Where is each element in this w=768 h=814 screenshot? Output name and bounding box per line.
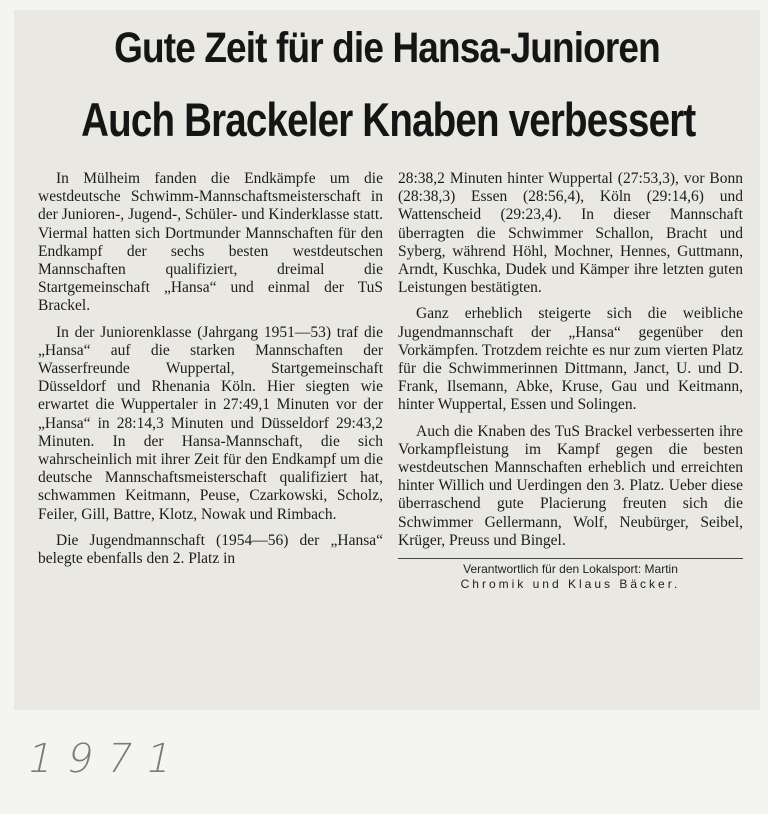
paragraph-jugend-continued: 28:38,2 Minuten hinter Wuppertal (27:53,3), vor Bonn (28:38,3) Essen (28:56,4), Köln (29:14,6) und Wattenscheid (29:23,4). In dieser Mannschaft überragten die Schwimmer Schallon, Bracht und Syberg, während Höhl, Mochner, Hennes, Guttmann, Arndt, Kuschka, Dudek und Kämper ihre letzten guten Leistungen bestätigten. — [398, 170, 743, 297]
paragraph-jugend: Die Jugendmannschaft (1954—56) der „Hansa“ belegte ebenfalls den 2. Platz in — [38, 531, 383, 568]
credit-line-1: Verantwortlich für den Lokalsport: Martin — [463, 562, 678, 577]
credit-line-2: Chromik und Klaus Bäcker. — [460, 577, 681, 592]
newspaper-clipping — [14, 10, 760, 710]
paragraph-junioren: In der Juniorenklasse (Jahrgang 1951—53) traf die „Hansa“ auf die starken Mannschaften der Wasserfreunde Wuppertal, Startgemeinschaft Düsseldorf und Rhenania Köln. Hier siegten wie erwartet die Wuppertaler in 27:49,1 Minuten vor der „Hansa“ in 28:14,3 Minuten und Düsseldorf 29:43,2 Minuten. In der Hansa-Mannschaft, die sich wahrscheinlich mit ihrer Zeit für den Endkampf um die deutsche Mannschaftsmeisterschaft qualifiziert hat, schwammen Keitmann, Peuse, Czarkowski, Scholz, Feiler, Gill, Battre, Klotz, Nowak und Rimbach. — [38, 323, 383, 523]
article-column-left — [38, 170, 383, 576]
paragraph-weibliche-jugend: Ganz erheblich steigerte sich die weibliche Jugendmannschaft der „Hansa“ gegenüber den Vorkämpfen. Trotzdem reichte es nur zum vierten Platz für die Schwimmerinnen Dittmann, Janct, U. und D. Frank, Ilsemann, Abke, Kruse, Gau und Keitmann, hinter Wuppertal, Essen und Solingen. — [398, 305, 743, 414]
headline-line-1: Gute Zeit für die Hansa-Junioren — [114, 24, 660, 72]
byline-credit — [398, 558, 743, 592]
paragraph-knaben: Auch die Knaben des TuS Brackel verbesserten ihre Vorkampfleistung im Kampf gegen die besten westdeutschen Mannschaften erheblich und erreichten hinter Willich und Uerdingen den 3. Platz. Ueber diese überraschend gute Placierung freuten sich die Schwimmer Gellermann, Wolf, Neubürger, Seibel, Krüger, Preuss und Bingel. — [398, 422, 743, 549]
handwritten-year: 1971 — [23, 736, 191, 782]
article-column-right — [398, 170, 743, 592]
paragraph-intro: In Mülheim fanden die Endkämpfe um die westdeutsche Schwimm-Mannschaftsmeisterschaft in der Junioren-, Jugend-, Schüler- und Kinderklasse statt. Viermal hatten sich Dortmunder Mannschaften für den Endkampf der sechs besten westdeutschen Mannschaften qualifiziert, dreimal die Startgemeinschaft „Hansa“ und einmal der TuS Brackel. — [38, 170, 383, 315]
headline-line-2: Auch Brackeler Knaben verbessert — [81, 93, 696, 146]
